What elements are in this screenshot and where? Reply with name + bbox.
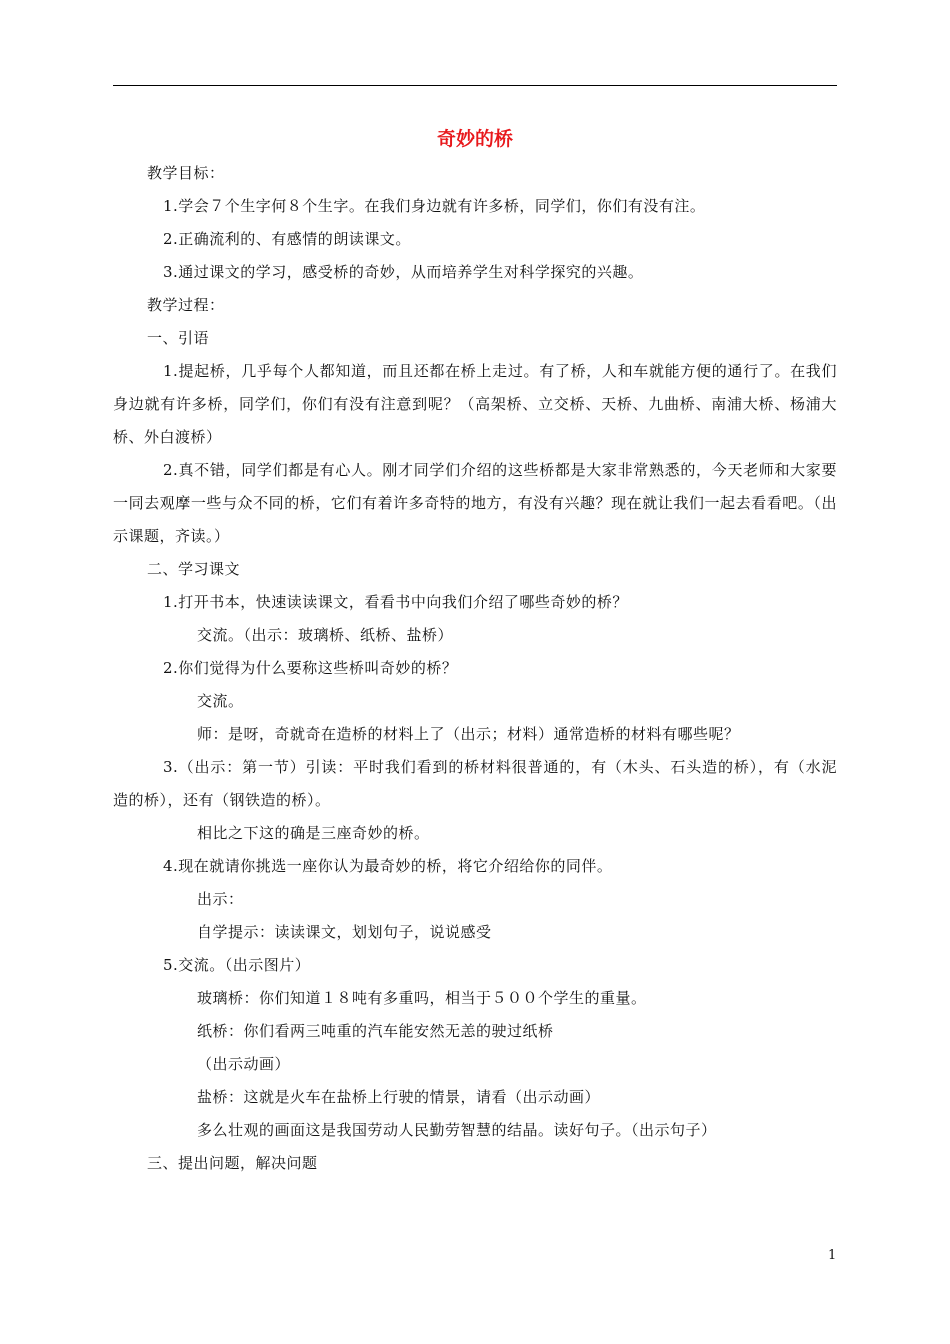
study-note: 盐桥：这就是火车在盐桥上行驶的情景，请看（出示动画） xyxy=(197,1088,601,1106)
section-heading-process: 教学过程： xyxy=(147,296,225,314)
study-note: 自学提示：读读课文，划划句子，说说感受 xyxy=(197,923,492,941)
study-step-3: 3.（出示：第一节）引读：平时我们看到的桥材料很普通的，有（木头、石头造的桥），有（水泥造的桥），还有（钢铁造的桥）。 xyxy=(113,758,837,809)
study-note: 玻璃桥：你们知道１８吨有多重吗，相当于５００个学生的重量。 xyxy=(197,989,647,1007)
study-note: 出示： xyxy=(197,890,244,908)
section-heading-intro: 一、引语 xyxy=(147,329,210,347)
study-note: 纸桥：你们看两三吨重的汽车能安然无恙的驶过纸桥 xyxy=(197,1022,554,1040)
objective-item-1: 1.学会７个生字何８个生字。在我们身边就有许多桥，同学们，你们有没有注。 xyxy=(163,197,706,215)
section-heading-study: 二、学习课文 xyxy=(147,560,241,578)
study-step-4: 4.现在就请你挑选一座你认为最奇妙的桥，将它介绍给你的同伴。 xyxy=(163,857,613,875)
section-heading-questions: 三、提出问题，解决问题 xyxy=(147,1154,318,1172)
study-note: 多么壮观的画面这是我国劳动人民勤劳智慧的结晶。读好句子。（出示句子） xyxy=(197,1121,717,1139)
section-heading-objectives: 教学目标： xyxy=(147,164,225,182)
study-note: （出示动画） xyxy=(197,1055,291,1073)
document-body xyxy=(113,157,837,1180)
study-note: 交流。（出示：玻璃桥、纸桥、盐桥） xyxy=(197,626,454,644)
page-number: 1 xyxy=(828,1248,837,1263)
study-note: 交流。 xyxy=(197,692,244,710)
study-step-5: 5.交流。（出示图片） xyxy=(163,956,311,974)
study-step-1: 1.打开书本，快速读读课文，看看书中向我们介绍了哪些奇妙的桥？ xyxy=(163,593,628,611)
study-note: 师：是呀，奇就奇在造桥的材料上了（出示；材料）通常造桥的材料有哪些呢？ xyxy=(197,725,740,743)
paragraph-intro-2: 2.真不错，同学们都是有心人。刚才同学们介绍的这些桥都是大家非常熟悉的，今天老师和大家要一同去观摩一些与众不同的桥，它们有着许多奇特的地方，有没有兴趣？现在就让我们一起去看看吧。（出示课题，齐读。） xyxy=(113,461,837,545)
objective-item-3: 3.通过课文的学习，感受桥的奇妙，从而培养学生对科学探究的兴趣。 xyxy=(163,263,644,281)
document-title: 奇妙的桥 xyxy=(436,128,513,150)
header-rule xyxy=(113,85,837,86)
paragraph-intro-1: 1.提起桥，几乎每个人都知道，而且还都在桥上走过。有了桥，人和车就能方便的通行了。在我们身边就有许多桥，同学们，你们有没有注意到呢？（高架桥、立交桥、天桥、九曲桥、南浦大桥、杨浦大桥、外白渡桥） xyxy=(113,362,837,446)
study-note: 相比之下这的确是三座奇妙的桥。 xyxy=(197,824,430,842)
study-step-2: 2.你们觉得为什么要称这些桥叫奇妙的桥？ xyxy=(163,659,458,677)
objective-item-2: 2.正确流利的、有感情的朗读课文。 xyxy=(163,230,411,248)
